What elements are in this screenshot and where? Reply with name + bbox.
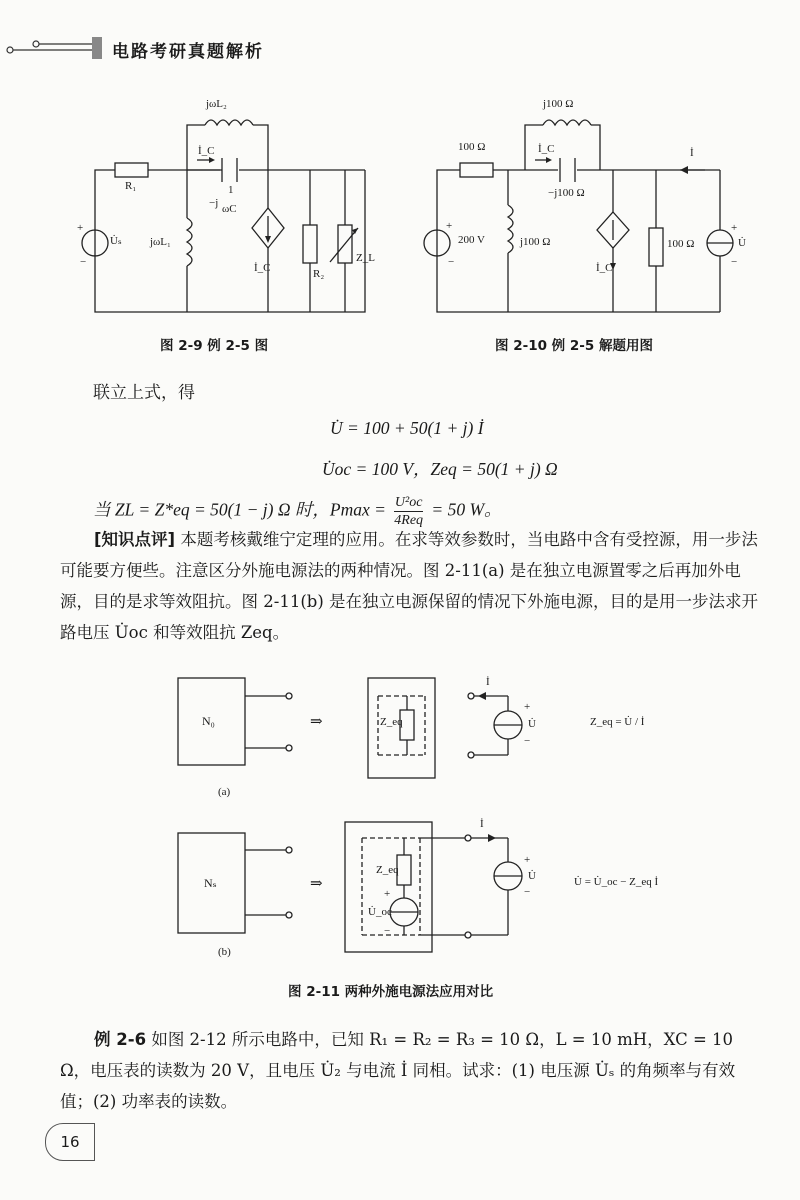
example-label: 例 2-6 xyxy=(94,1030,147,1049)
label-ind-left: j100 Ω xyxy=(520,236,551,248)
figure-2-9-circuit xyxy=(82,120,365,312)
header-title: 电路考研真题解析 xyxy=(112,42,264,62)
figure-2-11-caption: 图 2-11 两种外施电源法应用对比 xyxy=(288,984,494,1000)
label-ic-cap: İ_C xyxy=(198,145,215,157)
label-minus: − xyxy=(448,256,455,268)
example-body: 如图 2-12 所示电路中，已知 R₁ = R₂ = R₃ = 10 Ω，L = 10 mH，XC = 10 Ω，电压表的读数为 20 V，且电压 U̇₂ 与电流 İ 同相。试求：(1) 电压源 U̇ₛ 的角频率与有效值；(2) 功率表的读数。 xyxy=(60,1030,736,1111)
figure-2-10-caption: 图 2-10 例 2-5 解题用图 xyxy=(495,338,653,354)
label-i: İ xyxy=(690,147,694,159)
knowledge-comment xyxy=(60,524,760,648)
label-res-right: 100 Ω xyxy=(667,238,695,250)
label-i-b: İ xyxy=(480,818,484,830)
label-ns: Nₛ xyxy=(204,876,217,890)
header-decoration xyxy=(7,37,102,59)
page-number: 16 xyxy=(45,1123,95,1161)
label-zeq-b: Z_eq xyxy=(376,864,399,876)
equation-3-denominator: 4Req xyxy=(394,513,424,528)
label-us: U̇ₛ xyxy=(110,235,122,247)
figure-2-11b xyxy=(178,822,522,952)
label-ind-top: j100 Ω xyxy=(543,98,574,110)
figure-2-10-arrows xyxy=(546,157,688,270)
label-uoc: U̇_oc xyxy=(368,906,392,918)
label-plus: + xyxy=(77,222,84,234)
label-i-a: İ xyxy=(486,676,490,688)
label-plus-a: + xyxy=(524,701,531,713)
label-r1: R₁ xyxy=(125,180,137,192)
label-u-b: U̇ xyxy=(528,870,536,882)
label-n0: N₀ xyxy=(202,714,215,728)
label-u: U̇ xyxy=(738,237,746,249)
equation-3-numerator: U²oc xyxy=(394,495,423,510)
combine-text: 联立上式，得 xyxy=(93,383,195,403)
label-plus: + xyxy=(446,220,453,232)
label-minus-uoc: − xyxy=(384,925,391,937)
label-plus-b: + xyxy=(524,854,531,866)
label-arrow-b: ⇒ xyxy=(310,874,323,892)
label-plus-u: + xyxy=(731,222,738,234)
label-minus-a: − xyxy=(524,735,531,747)
label-cap-den: ωC xyxy=(222,203,237,215)
label-minus-b: − xyxy=(524,886,531,898)
figure-2-11b-current-arrow xyxy=(488,834,496,842)
label-minus: − xyxy=(80,256,87,268)
label-res-left: 100 Ω xyxy=(458,141,486,153)
label-r2: R₂ xyxy=(313,268,325,280)
label-ic-src: İ_C xyxy=(596,262,613,274)
equation-1: U̇ = 100 + 50(1 + j) İ xyxy=(330,418,484,438)
label-cap: −j100 Ω xyxy=(548,187,585,199)
label-jwl2: jωL₂ xyxy=(206,98,227,110)
label-minus-u: − xyxy=(731,256,738,268)
label-cap-j: −j xyxy=(209,197,219,209)
equation-3-suffix: = 50 W。 xyxy=(431,499,502,520)
label-cap-num: 1 xyxy=(228,184,234,196)
label-sub-b: (b) xyxy=(218,946,231,958)
label-ic-src: İ_C xyxy=(254,262,271,274)
label-u-a: U̇ xyxy=(528,718,536,730)
label-ic-cap: İ_C xyxy=(538,143,555,155)
label-plus-uoc: + xyxy=(384,888,391,900)
label-sub-a: (a) xyxy=(218,786,231,798)
figure-2-11a-current-arrow xyxy=(478,692,486,700)
label-src-left: 200 V xyxy=(458,234,485,246)
label-arrow-a: ⇒ xyxy=(310,712,323,730)
figure-2-9-caption: 图 2-9 例 2-5 图 xyxy=(160,338,269,354)
example-2-6 xyxy=(60,1024,760,1117)
figure-2-11a xyxy=(178,678,522,778)
equation-2: U̇oc = 100 V，Zeq = 50(1 + j) Ω xyxy=(322,459,558,479)
label-jwl1: jωL₁ xyxy=(150,236,171,248)
label-formula-a: Z_eq = U̇ / İ xyxy=(590,716,645,728)
label-zl: Z_L xyxy=(356,252,375,264)
label-formula-b: U̇ = U̇_oc − Z_eq İ xyxy=(574,876,659,888)
knowledge-comment-body: 本题考核戴维宁定理的应用。在求等效参数时，当电路中含有受控源，用一步法可能要方便些。注意区分外施电源法的两种情况。图 2-11(a) 是在独立电源置零之后再加外电源，目的是求等效阻抗。图 2-11(b) 是在独立电源保留的情况下外施电源，目的是用一步法求开路电压 U̇oc 和等效阻抗 Zeq。 xyxy=(60,530,758,642)
label-zeq-a: Z_eq xyxy=(380,716,403,728)
knowledge-comment-label: [知识点评] xyxy=(94,530,176,549)
equation-3-prefix: 当 ZL = Z*eq = 50(1 − j) Ω 时，Pmax = xyxy=(93,499,386,520)
